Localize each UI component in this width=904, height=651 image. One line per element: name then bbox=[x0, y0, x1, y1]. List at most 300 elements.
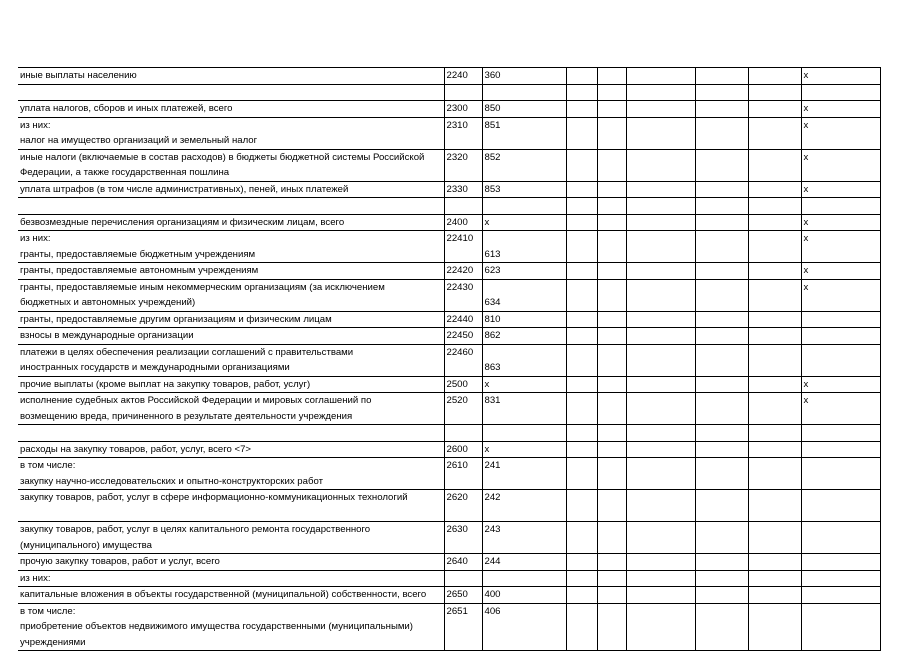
row-kbk-code: 850 bbox=[484, 103, 501, 114]
row-description: закупку товаров, работ, услуг в целях капитального ремонта государственного bbox=[20, 524, 371, 535]
table-row bbox=[18, 554, 880, 571]
row-code bbox=[447, 425, 480, 441]
row-kbk-code-cell bbox=[482, 425, 566, 442]
cell-blank-cell bbox=[695, 263, 748, 280]
table-row bbox=[18, 425, 880, 442]
row-kbk-code: x bbox=[484, 216, 490, 228]
cell-blank-cell bbox=[626, 198, 695, 215]
row-description-cell bbox=[18, 231, 444, 263]
row-description-cell bbox=[18, 587, 444, 604]
table-row bbox=[18, 344, 880, 376]
row-mark-cell bbox=[801, 231, 880, 263]
cell-blank-cell bbox=[566, 117, 597, 149]
row-code bbox=[447, 85, 480, 101]
table-body bbox=[18, 68, 880, 651]
row-kbk-code-cell bbox=[482, 149, 566, 181]
row-mark-cell bbox=[801, 603, 880, 651]
row-kbk-code-cell bbox=[482, 198, 566, 215]
cell-blank-cell bbox=[626, 554, 695, 571]
table-row bbox=[18, 458, 880, 490]
row-kbk-code bbox=[485, 165, 564, 181]
cell-blank-cell bbox=[695, 393, 748, 425]
cell-blank-cell bbox=[748, 214, 801, 231]
cell-blank-cell bbox=[748, 84, 801, 101]
row-code: 22420 bbox=[446, 265, 474, 276]
cell-blank-cell bbox=[566, 587, 597, 604]
row-code-cell bbox=[444, 344, 482, 376]
cell-blank-cell bbox=[566, 279, 597, 311]
row-code-cell bbox=[444, 198, 482, 215]
row-mark: x bbox=[803, 265, 809, 276]
row-description: учреждениями bbox=[20, 636, 86, 648]
row-code bbox=[447, 571, 480, 587]
row-description: безвозмездные перечисления организациям и физическим лицам, всего bbox=[20, 216, 345, 228]
cell-blank-cell bbox=[597, 198, 626, 215]
row-code-cell bbox=[444, 425, 482, 442]
row-kbk-code-cell bbox=[482, 311, 566, 328]
budget-table bbox=[18, 67, 881, 651]
row-code: 2620 bbox=[446, 492, 468, 503]
cell-blank-cell bbox=[748, 376, 801, 393]
row-kbk-code-cell bbox=[482, 214, 566, 231]
row-kbk-code bbox=[485, 425, 564, 441]
row-code: 2400 bbox=[446, 216, 468, 228]
row-mark bbox=[804, 165, 878, 181]
row-code-cell bbox=[444, 117, 482, 149]
row-code bbox=[447, 133, 480, 149]
row-code: 2520 bbox=[446, 395, 468, 406]
cell-blank-cell bbox=[597, 101, 626, 118]
row-mark bbox=[804, 635, 878, 651]
row-code-cell bbox=[444, 441, 482, 458]
row-kbk-code bbox=[485, 619, 564, 635]
row-mark bbox=[804, 587, 878, 603]
row-description: возмещению вреда, причиненного в результате деятельности учреждения bbox=[20, 410, 353, 422]
row-description: закупку товаров, работ, услуг в сфере информационно-коммуникационных технологий bbox=[20, 492, 408, 503]
row-description: прочие выплаты (кроме выплат на закупку товаров, работ, услуг) bbox=[20, 378, 311, 390]
cell-blank-cell bbox=[695, 376, 748, 393]
cell-blank-cell bbox=[626, 458, 695, 490]
row-code: 2300 bbox=[446, 103, 468, 114]
row-mark bbox=[804, 554, 878, 570]
cell-blank-cell bbox=[695, 441, 748, 458]
cell-blank-cell bbox=[597, 344, 626, 376]
cell-blank-cell bbox=[748, 570, 801, 587]
row-mark: x bbox=[803, 233, 809, 244]
row-mark-cell bbox=[801, 570, 880, 587]
table-row bbox=[18, 279, 880, 311]
row-code: 2610 bbox=[446, 460, 468, 471]
row-kbk-code: 852 bbox=[484, 151, 501, 163]
row-kbk-code-cell bbox=[482, 231, 566, 263]
row-mark-cell bbox=[801, 441, 880, 458]
row-description: гранты, предоставляемые другим организациям и физическим лицам bbox=[20, 313, 332, 325]
row-kbk-code-cell bbox=[482, 117, 566, 149]
cell-blank-cell bbox=[626, 68, 695, 85]
table-row bbox=[18, 603, 880, 651]
cell-blank-cell bbox=[626, 311, 695, 328]
row-code-cell bbox=[444, 554, 482, 571]
cell-blank-cell bbox=[626, 231, 695, 263]
cell-blank-cell bbox=[597, 458, 626, 490]
row-mark bbox=[804, 571, 878, 587]
row-description-cell bbox=[18, 522, 444, 554]
cell-blank-cell bbox=[626, 84, 695, 101]
cell-blank-cell bbox=[748, 311, 801, 328]
cell-blank-cell bbox=[626, 101, 695, 118]
row-description-cell bbox=[18, 490, 444, 522]
row-mark: x bbox=[803, 395, 809, 406]
cell-blank-cell bbox=[748, 328, 801, 345]
row-mark bbox=[804, 490, 878, 506]
row-code: 2500 bbox=[446, 378, 468, 390]
cell-blank-cell bbox=[695, 328, 748, 345]
row-kbk-code bbox=[485, 85, 564, 101]
row-kbk-code: 244 bbox=[484, 556, 501, 567]
cell-blank-cell bbox=[566, 101, 597, 118]
row-mark: x bbox=[803, 378, 809, 390]
cell-blank-cell bbox=[695, 587, 748, 604]
cell-blank-cell bbox=[566, 214, 597, 231]
row-mark bbox=[804, 409, 878, 425]
row-description-cell bbox=[18, 101, 444, 118]
row-description: иные выплаты населению bbox=[20, 70, 137, 81]
row-description: в том числе: bbox=[20, 605, 76, 617]
row-mark bbox=[804, 522, 878, 538]
cell-blank-cell bbox=[626, 425, 695, 442]
row-mark bbox=[804, 474, 878, 490]
row-mark bbox=[804, 133, 878, 149]
row-code: 2640 bbox=[446, 556, 468, 567]
cell-blank-cell bbox=[695, 554, 748, 571]
row-description bbox=[20, 198, 442, 214]
row-code bbox=[447, 635, 480, 651]
row-mark bbox=[804, 328, 878, 344]
table-row bbox=[18, 231, 880, 263]
row-code bbox=[447, 619, 480, 635]
cell-blank-cell bbox=[597, 84, 626, 101]
table-row bbox=[18, 490, 880, 522]
cell-blank-cell bbox=[695, 522, 748, 554]
cell-blank-cell bbox=[695, 68, 748, 85]
cell-blank-cell bbox=[748, 279, 801, 311]
cell-blank-cell bbox=[695, 214, 748, 231]
row-description: гранты, предоставляемые автономным учреждениям bbox=[20, 265, 259, 276]
cell-blank-cell bbox=[597, 376, 626, 393]
cell-blank-cell bbox=[626, 263, 695, 280]
row-code-cell bbox=[444, 328, 482, 345]
row-kbk-code: 243 bbox=[484, 524, 501, 535]
row-mark: x bbox=[803, 103, 809, 114]
table-row bbox=[18, 311, 880, 328]
row-code bbox=[447, 165, 480, 181]
row-kbk-code: x bbox=[484, 378, 490, 390]
table-row bbox=[18, 117, 880, 149]
cell-blank-cell bbox=[695, 198, 748, 215]
table-row bbox=[18, 68, 880, 85]
cell-blank-cell bbox=[566, 311, 597, 328]
cell-blank-cell bbox=[626, 570, 695, 587]
row-kbk-code-cell bbox=[482, 344, 566, 376]
row-mark bbox=[804, 295, 878, 311]
row-description: взносы в международные организации bbox=[20, 330, 194, 341]
row-description-cell bbox=[18, 441, 444, 458]
row-mark: x bbox=[803, 183, 809, 195]
row-code: 2320 bbox=[446, 151, 468, 163]
row-kbk-code-cell bbox=[482, 376, 566, 393]
row-kbk-code-cell bbox=[482, 279, 566, 311]
row-description-cell bbox=[18, 181, 444, 198]
row-mark-cell bbox=[801, 522, 880, 554]
row-description: в том числе: bbox=[20, 460, 76, 471]
cell-blank-cell bbox=[695, 181, 748, 198]
row-mark-cell bbox=[801, 181, 880, 198]
row-kbk-code-cell bbox=[482, 570, 566, 587]
row-kbk-code: 241 bbox=[484, 460, 501, 471]
row-code-cell bbox=[444, 214, 482, 231]
row-mark-cell bbox=[801, 311, 880, 328]
row-mark bbox=[804, 538, 878, 554]
cell-blank-cell bbox=[748, 181, 801, 198]
row-mark-cell bbox=[801, 101, 880, 118]
cell-blank-cell bbox=[597, 441, 626, 458]
cell-blank-cell bbox=[748, 68, 801, 85]
row-description-cell bbox=[18, 344, 444, 376]
cell-blank-cell bbox=[748, 263, 801, 280]
cell-blank-cell bbox=[748, 393, 801, 425]
cell-blank-cell bbox=[626, 393, 695, 425]
row-mark-cell bbox=[801, 149, 880, 181]
row-kbk-code bbox=[485, 133, 564, 149]
row-mark bbox=[804, 360, 878, 376]
cell-blank-cell bbox=[597, 522, 626, 554]
cell-blank-cell bbox=[566, 522, 597, 554]
row-description-cell bbox=[18, 570, 444, 587]
row-description: исполнение судебных актов Российской Федерации и мировых соглашений по bbox=[20, 395, 372, 406]
row-code-cell bbox=[444, 101, 482, 118]
cell-blank-cell bbox=[566, 570, 597, 587]
row-mark: x bbox=[803, 70, 809, 81]
cell-blank-cell bbox=[695, 311, 748, 328]
cell-blank-cell bbox=[566, 181, 597, 198]
cell-blank-cell bbox=[748, 458, 801, 490]
row-mark-cell bbox=[801, 393, 880, 425]
row-mark-cell bbox=[801, 328, 880, 345]
table-row bbox=[18, 84, 880, 101]
row-description: иные налоги (включаемые в состав расходов) в бюджеты бюджетной системы Российской bbox=[20, 151, 425, 163]
row-description-cell bbox=[18, 425, 444, 442]
row-code-cell bbox=[444, 376, 482, 393]
row-description: из них: bbox=[20, 119, 51, 131]
row-kbk-code: 862 bbox=[484, 330, 501, 341]
cell-blank-cell bbox=[566, 231, 597, 263]
row-kbk-code bbox=[485, 474, 564, 490]
row-code-cell bbox=[444, 311, 482, 328]
row-description-cell bbox=[18, 149, 444, 181]
row-kbk-code bbox=[485, 409, 564, 425]
cell-blank-cell bbox=[597, 603, 626, 651]
row-code-cell bbox=[444, 263, 482, 280]
row-kbk-code: 634 bbox=[484, 297, 501, 308]
cell-blank-cell bbox=[566, 328, 597, 345]
row-mark-cell bbox=[801, 263, 880, 280]
row-code-cell bbox=[444, 149, 482, 181]
cell-blank-cell bbox=[695, 231, 748, 263]
row-mark-cell bbox=[801, 117, 880, 149]
row-code: 2310 bbox=[446, 119, 468, 131]
cell-blank-cell bbox=[597, 181, 626, 198]
row-description-cell bbox=[18, 376, 444, 393]
row-kbk-code: 242 bbox=[484, 492, 501, 503]
row-description-cell bbox=[18, 554, 444, 571]
row-kbk-code-cell bbox=[482, 393, 566, 425]
cell-blank-cell bbox=[695, 570, 748, 587]
row-kbk-code-cell bbox=[482, 587, 566, 604]
row-kbk-code-cell bbox=[482, 328, 566, 345]
cell-blank-cell bbox=[566, 393, 597, 425]
row-mark: x bbox=[803, 151, 809, 163]
row-description: уплата штрафов (в том числе административных), пеней, иных платежей bbox=[20, 183, 349, 195]
cell-blank-cell bbox=[695, 279, 748, 311]
row-code-cell bbox=[444, 279, 482, 311]
row-code bbox=[447, 198, 480, 214]
row-code: 22460 bbox=[446, 346, 474, 358]
row-mark bbox=[804, 247, 878, 263]
row-mark: x bbox=[803, 216, 809, 228]
row-kbk-code-cell bbox=[482, 441, 566, 458]
row-mark-cell bbox=[801, 214, 880, 231]
row-mark: x bbox=[803, 119, 809, 131]
cell-blank-cell bbox=[626, 214, 695, 231]
row-code: 2240 bbox=[446, 70, 468, 81]
row-code-cell bbox=[444, 393, 482, 425]
row-code bbox=[447, 506, 480, 522]
row-description bbox=[20, 425, 442, 441]
cell-blank-cell bbox=[597, 328, 626, 345]
row-code-cell bbox=[444, 231, 482, 263]
row-description: приобретение объектов недвижимого имущества государственными (муниципальными) bbox=[20, 621, 413, 632]
row-mark bbox=[804, 442, 878, 458]
row-description: из них: bbox=[20, 233, 51, 244]
cell-blank-cell bbox=[597, 554, 626, 571]
row-kbk-code: 810 bbox=[484, 313, 501, 325]
row-description: расходы на закупку товаров, работ, услуг, всего <7> bbox=[20, 443, 252, 455]
row-description-cell bbox=[18, 393, 444, 425]
cell-blank-cell bbox=[626, 344, 695, 376]
row-code: 2330 bbox=[446, 183, 468, 195]
row-mark-cell bbox=[801, 425, 880, 442]
table-row bbox=[18, 198, 880, 215]
row-kbk-code bbox=[485, 506, 564, 522]
cell-blank-cell bbox=[748, 231, 801, 263]
cell-blank-cell bbox=[597, 68, 626, 85]
table-row bbox=[18, 181, 880, 198]
row-mark bbox=[804, 198, 878, 214]
row-description: налог на имущество организаций и земельный налог bbox=[20, 135, 258, 146]
cell-blank-cell bbox=[748, 149, 801, 181]
row-code bbox=[447, 409, 480, 425]
row-mark-cell bbox=[801, 376, 880, 393]
row-description: уплата налогов, сборов и иных платежей, всего bbox=[20, 103, 233, 114]
row-mark bbox=[804, 425, 878, 441]
row-code-cell bbox=[444, 68, 482, 85]
cell-blank-cell bbox=[695, 84, 748, 101]
cell-blank-cell bbox=[748, 490, 801, 522]
row-code: 22450 bbox=[446, 330, 474, 341]
cell-blank-cell bbox=[626, 441, 695, 458]
row-kbk-code bbox=[485, 198, 564, 214]
row-description-cell bbox=[18, 68, 444, 85]
row-mark bbox=[804, 345, 878, 361]
row-kbk-code-cell bbox=[482, 554, 566, 571]
row-code: 22430 bbox=[446, 281, 474, 293]
row-description bbox=[20, 506, 442, 522]
row-kbk-code-cell bbox=[482, 68, 566, 85]
row-kbk-code: 613 bbox=[484, 248, 501, 260]
row-description-cell bbox=[18, 603, 444, 651]
table-row bbox=[18, 441, 880, 458]
row-description-cell bbox=[18, 198, 444, 215]
row-kbk-code-cell bbox=[482, 263, 566, 280]
cell-blank-cell bbox=[597, 311, 626, 328]
row-mark-cell bbox=[801, 458, 880, 490]
cell-blank-cell bbox=[597, 263, 626, 280]
row-kbk-code: 360 bbox=[484, 70, 501, 81]
row-code-cell bbox=[444, 587, 482, 604]
row-mark bbox=[804, 458, 878, 474]
cell-blank-cell bbox=[597, 214, 626, 231]
row-mark-cell bbox=[801, 68, 880, 85]
row-mark-cell bbox=[801, 554, 880, 571]
table-row bbox=[18, 263, 880, 280]
row-code: 2651 bbox=[446, 605, 468, 617]
cell-blank-cell bbox=[695, 603, 748, 651]
cell-blank-cell bbox=[566, 458, 597, 490]
cell-blank-cell bbox=[626, 376, 695, 393]
cell-blank-cell bbox=[597, 425, 626, 442]
cell-blank-cell bbox=[748, 587, 801, 604]
cell-blank-cell bbox=[748, 603, 801, 651]
cell-blank-cell bbox=[597, 490, 626, 522]
cell-blank-cell bbox=[695, 101, 748, 118]
cell-blank-cell bbox=[566, 263, 597, 280]
row-description: из них: bbox=[20, 572, 51, 584]
row-kbk-code bbox=[485, 571, 564, 587]
row-code-cell bbox=[444, 84, 482, 101]
table-row bbox=[18, 376, 880, 393]
row-description-cell bbox=[18, 263, 444, 280]
row-kbk-code-cell bbox=[482, 84, 566, 101]
row-code-cell bbox=[444, 490, 482, 522]
table-row bbox=[18, 522, 880, 554]
row-description-cell bbox=[18, 458, 444, 490]
cell-blank-cell bbox=[566, 84, 597, 101]
cell-blank-cell bbox=[695, 458, 748, 490]
row-code: 2630 bbox=[446, 524, 468, 535]
row-description bbox=[20, 85, 442, 101]
row-kbk-code-cell bbox=[482, 101, 566, 118]
row-code bbox=[447, 247, 480, 263]
row-kbk-code: 623 bbox=[484, 265, 501, 276]
row-mark-cell bbox=[801, 279, 880, 311]
row-kbk-code-cell bbox=[482, 458, 566, 490]
cell-blank-cell bbox=[695, 425, 748, 442]
row-kbk-code: 400 bbox=[484, 589, 501, 600]
cell-blank-cell bbox=[695, 344, 748, 376]
row-mark-cell bbox=[801, 344, 880, 376]
cell-blank-cell bbox=[748, 441, 801, 458]
row-description: бюджетных и автономных учреждений) bbox=[20, 297, 196, 308]
